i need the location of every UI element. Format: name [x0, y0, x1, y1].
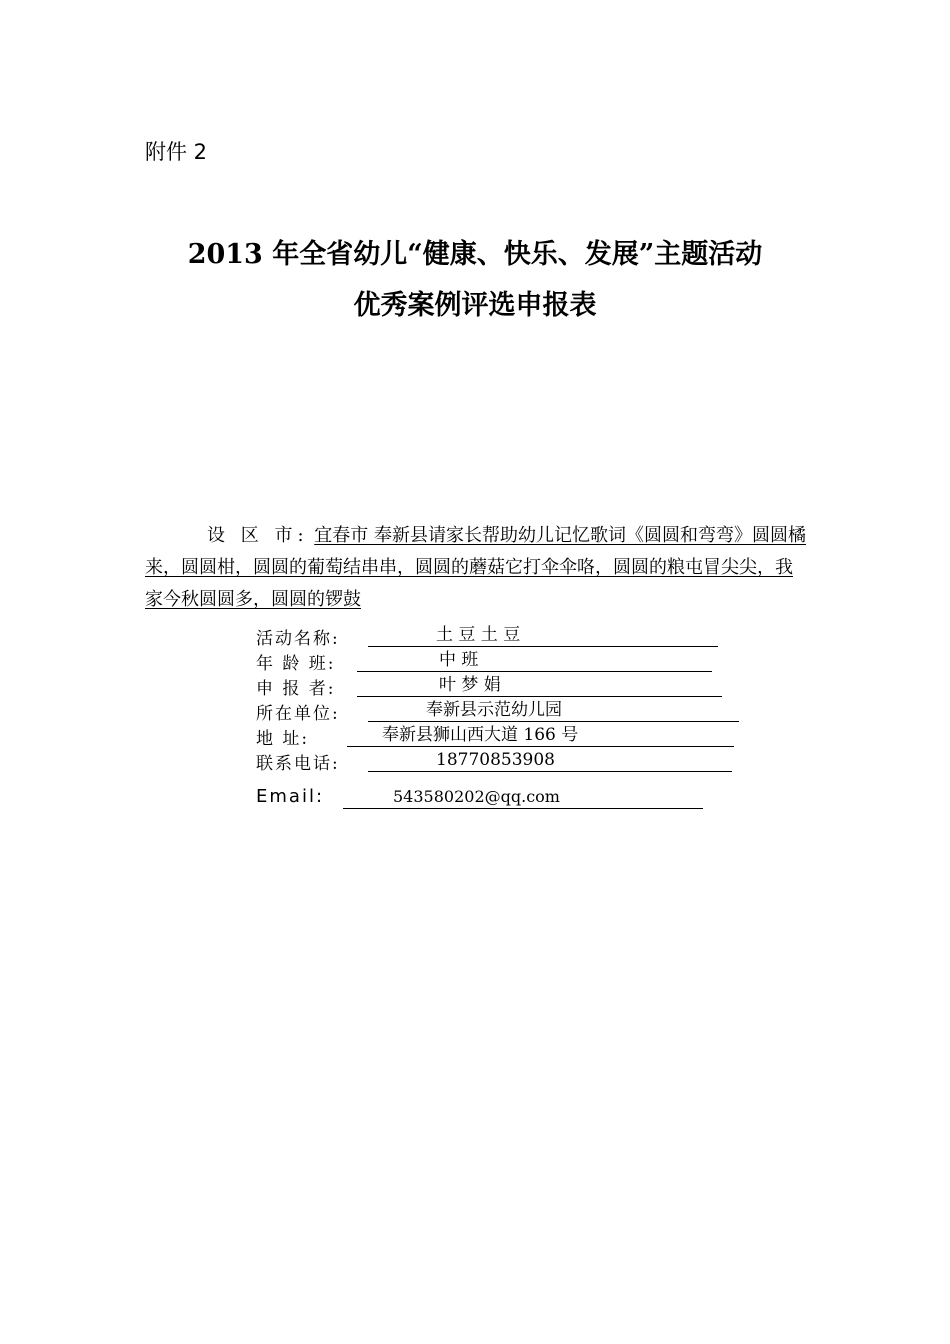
- activity-name-label: 活动名称:: [256, 629, 340, 649]
- email-value: 543580202@qq.com: [343, 786, 703, 809]
- unit-row: [256, 699, 562, 724]
- age-class-row: [256, 649, 479, 674]
- applicant-label: 申 报 者:: [256, 679, 336, 699]
- title-line-2: 优秀案例评选申报表: [353, 290, 597, 321]
- age-class-value: 中 班: [357, 649, 712, 672]
- city-field: [145, 520, 810, 616]
- unit-value: 奉新县示范幼儿园: [368, 699, 739, 722]
- city-label: 设 区 市:: [207, 525, 309, 546]
- unit-label: 所在单位:: [256, 704, 340, 724]
- applicant-value: 叶 梦 娟: [357, 674, 722, 697]
- email-row: [256, 786, 560, 810]
- phone-value: 18770853908: [368, 749, 732, 772]
- title-line-1: 2013 年全省幼儿“健康、快乐、发展”主题活动: [187, 239, 763, 270]
- city-value: 宜春市 奉新县请家长帮助幼儿记忆歌词《圆圆和弯弯》圆圆橘来，圆圆柑，圆圆的葡萄结串串，圆圆的蘑菇它打伞伞咯，圆圆的粮屯冒尖尖，我家今秋圆圆多，圆圆的锣鼓: [145, 525, 806, 610]
- applicant-row: [256, 674, 501, 699]
- attachment-label: 附件 2: [145, 140, 208, 164]
- address-row: [256, 724, 579, 749]
- activity-name-value: 土 豆 土 豆: [368, 624, 718, 647]
- address-label: 地 址:: [256, 729, 310, 749]
- age-class-label: 年 龄 班:: [256, 654, 336, 674]
- phone-row: [256, 749, 555, 774]
- address-value: 奉新县狮山西大道 166 号: [347, 724, 734, 747]
- phone-label: 联系电话:: [256, 754, 340, 774]
- email-label: Email:: [256, 786, 325, 807]
- activity-name-row: [256, 624, 521, 649]
